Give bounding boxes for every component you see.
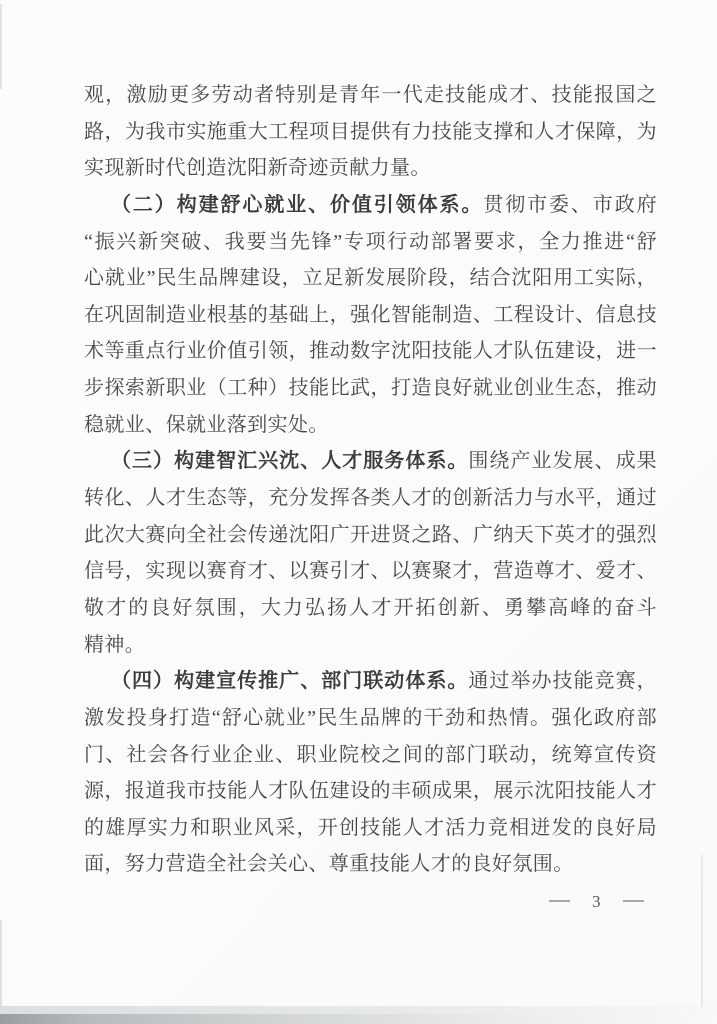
text-line [84,663,657,700]
body-text: 转化、人才生态等，充分发挥各类人才的创新活力与水平，通过 [84,487,657,510]
text-line [84,333,657,370]
text-line [84,590,657,627]
body-text: 步探索新职业（工种）技能比武，打造良好就业创业生态，推动 [84,377,657,400]
text-line [84,260,657,297]
body-text: 贯彻市委、市政府 [483,193,657,216]
text-line [84,297,657,334]
footer-dash-right-icon [623,900,644,902]
text-line [84,810,657,847]
body-text: 信号，实现以赛育才、以赛引才、以赛聚才，营造尊才、爱才、 [84,560,657,583]
body-text: 面，努力营造全社会关心、尊重技能人才的良好氛围。 [84,853,574,876]
body-text: 此次大赛向全社会传递沈阳广开进贤之路、广纳天下英才的强烈 [84,523,657,546]
text-block [84,77,657,883]
body-text: 围绕产业发展、成果 [468,450,657,473]
page-number [549,888,644,914]
text-line [84,627,657,664]
body-text: 激发投身打造“舒心就业”民生品牌的干劲和热情。强化政府部 [84,706,657,729]
text-line [84,773,657,810]
body-text: “振兴新突破、我要当先锋”专项行动部署要求，全力推进“舒 [84,230,657,253]
text-line [84,407,657,444]
section-heading-text: （三）构建智汇兴沈、人才服务体系。 [111,450,469,473]
scan-edge-shadow [0,1014,717,1024]
scan-shadow-band [0,1006,717,1014]
text-line [84,443,657,480]
section-heading-text: （二）构建舒心就业、价值引领体系。 [111,193,484,216]
text-line [84,480,657,517]
scan-right-edge-artifact [701,855,703,1007]
text-line [84,224,657,261]
page-number-value: 3 [592,891,601,911]
text-line [84,114,657,151]
text-line [84,77,657,114]
body-text: 观，激励更多劳动者特别是青年一代走技能成才、技能报国之 [84,84,657,106]
body-text: 的雄厚实力和职业风采，开创技能人才活力竞相迸发的良好局 [84,816,657,839]
text-line [84,517,657,554]
body-text: 敬才的良好氛围，大力弘扬人才开拓创新、勇攀高峰的奋斗 [84,596,657,619]
body-text: 稳就业、保就业落到实处。 [84,413,329,436]
scan-left-edge-artifact [0,4,2,89]
body-text: 路，为我市实施重大工程项目提供有力技能支撑和人才保障，为 [84,120,657,143]
text-line [84,370,657,407]
text-line [84,737,657,774]
body-text: 在巩固制造业根基的基础上，强化智能制造、工程设计、信息技 [84,303,657,326]
body-text: 通过举办技能竞赛， [468,670,657,693]
footer-dash-left-icon [549,900,570,902]
text-line [84,187,657,224]
body-text: 实现新时代创造沈阳新奇迹贡献力量。 [84,157,431,180]
text-line [84,846,657,883]
body-text: 门、社会各行业企业、职业院校之间的部门联动，统筹宣传资 [84,743,657,766]
body-text: 精神。 [84,633,146,656]
scan-left-edge-artifact-bottom [0,920,2,1006]
body-text: 心就业”民生品牌建设，立足新发展阶段，结合沈阳用工实际， [84,267,657,290]
section-heading-text: （四）构建宣传推广、部门联动体系。 [111,670,469,693]
body-text: 术等重点行业价值引领，推动数字沈阳技能人才队伍建设，进一 [84,340,657,363]
text-line [84,700,657,737]
body-text: 源，报道我市技能人才队伍建设的丰硕成果，展示沈阳技能人才 [84,780,657,803]
text-line [84,553,657,590]
text-line [84,150,657,187]
